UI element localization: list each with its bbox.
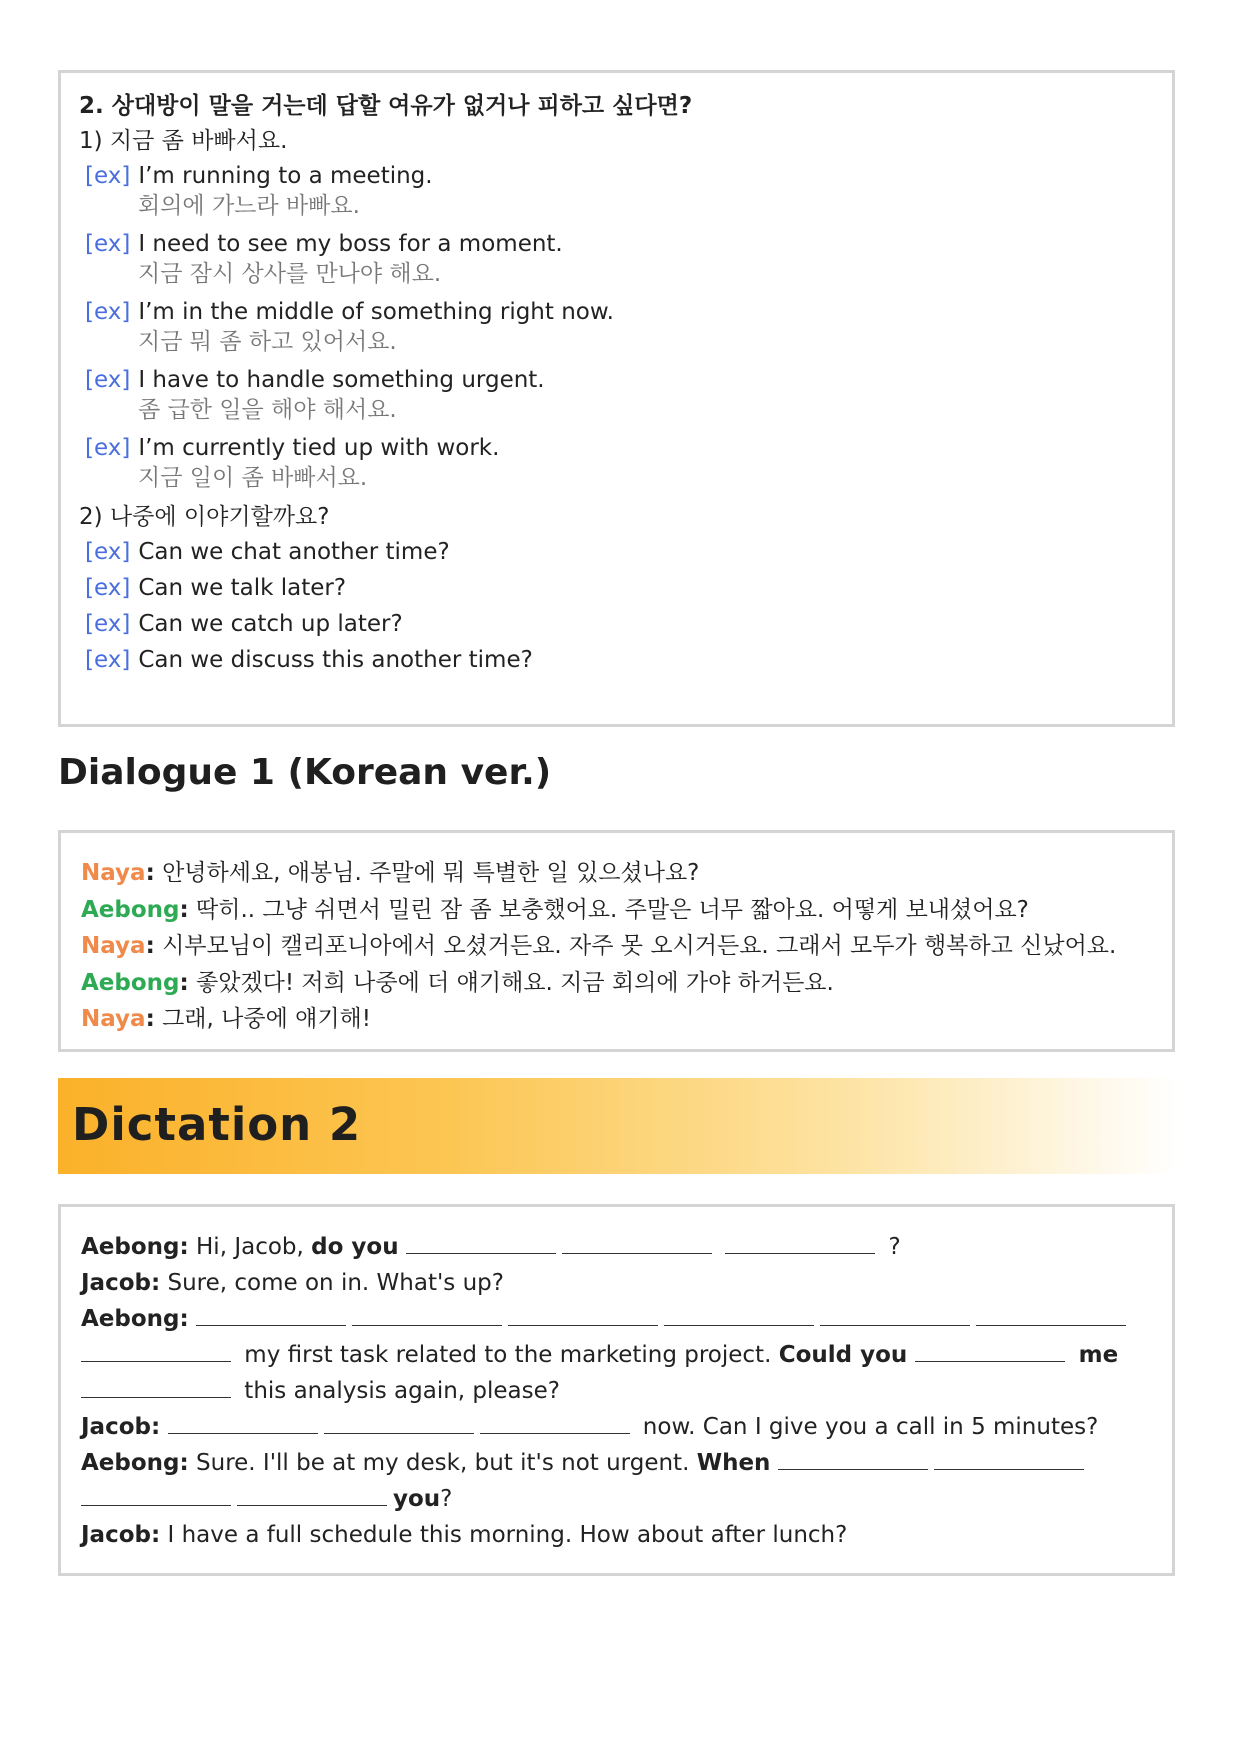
- example-en: I’m in the middle of something right now.: [138, 299, 614, 325]
- ex-tag: [ex]: [85, 299, 131, 325]
- example-en: Can we catch up later?: [138, 611, 403, 637]
- dialogue-text: 좋았겠다! 저희 나중에 더 얘기해요. 지금 회의에 가야 하거든요.: [188, 969, 834, 996]
- dictation-text: ?: [881, 1234, 901, 1260]
- dictation-banner: [58, 1078, 1178, 1174]
- dialogue-line: [81, 892, 1172, 929]
- example-line: [79, 365, 1172, 395]
- dialogue-text: 딱히.. 그냥 쉬면서 밀린 잠 좀 보충했어요. 주말은 너무 짧아요. 어떻게 보내셨어요?: [188, 896, 1029, 923]
- speaker-name: Jacob:: [81, 1270, 161, 1296]
- speaker-colon: :: [179, 896, 189, 923]
- dictation-line-4: [81, 1337, 1172, 1373]
- blank-field[interactable]: [196, 1305, 346, 1326]
- dictation-line-1: [81, 1229, 1172, 1265]
- dialogue-box: [58, 830, 1175, 1052]
- dictation-text: Hi, Jacob,: [188, 1234, 312, 1260]
- dialogue-text: 안녕하세요, 애봉님. 주말에 뭐 특별한 일 있으셨나요?: [154, 860, 700, 886]
- example-ko: 회의에 가느라 바빠요.: [138, 193, 360, 219]
- dictation-box: [58, 1204, 1175, 1576]
- ex-tag: [ex]: [85, 611, 131, 637]
- speaker-name: Naya: [81, 1006, 146, 1032]
- example-ko: 좀 급한 일을 해야 해서요.: [138, 397, 397, 423]
- dictation-text: ?: [440, 1486, 453, 1512]
- example-en: Can we discuss this another time?: [138, 647, 533, 673]
- speaker-colon: :: [145, 933, 155, 959]
- speaker-name: Aebong: [81, 969, 180, 996]
- example-line: [79, 573, 1172, 603]
- dialogue-line: [81, 965, 1172, 1002]
- dictation-line-5: [81, 1373, 1172, 1409]
- dictation-line-6: [81, 1409, 1172, 1445]
- blank-field[interactable]: [81, 1377, 231, 1398]
- dialogue-text: 그래, 나중에 얘기해!: [154, 1006, 371, 1032]
- dictation-text: my first task related to the marketing project.: [237, 1342, 779, 1368]
- blank-field[interactable]: [934, 1449, 1084, 1470]
- section-title: 2. 상대방이 말을 거는데 답할 여유가 없거나 피하고 싶다면?: [79, 93, 693, 119]
- speaker-colon: :: [145, 1006, 155, 1032]
- speaker-name: Aebong:: [81, 1306, 189, 1332]
- bold-cue: me: [1070, 1342, 1119, 1368]
- dictation-text: Sure. I'll be at my desk, but it's not urgent.: [188, 1450, 697, 1476]
- speaker-name: Jacob:: [81, 1522, 161, 1548]
- example-ko: 지금 뭐 좀 하고 있어서요.: [138, 329, 397, 355]
- bold-cue: Could you: [778, 1342, 908, 1368]
- blank-field[interactable]: [168, 1413, 318, 1434]
- dialogue-heading: Dialogue 1 (Korean ver.): [58, 752, 552, 793]
- ex-tag: [ex]: [85, 575, 131, 601]
- blank-field[interactable]: [976, 1305, 1126, 1326]
- ex-tag: [ex]: [85, 231, 131, 257]
- example-en: Can we chat another time?: [138, 539, 450, 565]
- ex-tag: [ex]: [85, 539, 131, 565]
- blank-field[interactable]: [664, 1305, 814, 1326]
- dialogue-line: [81, 1001, 1172, 1038]
- ex-tag: [ex]: [85, 163, 131, 189]
- bold-cue: do you: [311, 1234, 399, 1260]
- dictation-line-8: [81, 1481, 1172, 1517]
- bold-cue: you: [393, 1486, 441, 1512]
- speaker-name: Naya: [81, 933, 146, 959]
- dictation-heading: Dictation 2: [72, 1098, 362, 1151]
- example-line: [79, 645, 1172, 675]
- example-line: [79, 609, 1172, 639]
- dictation-text: I have a full schedule this morning. How about after lunch?: [160, 1522, 848, 1548]
- ex-tag: [ex]: [85, 647, 131, 673]
- speaker-colon: :: [145, 860, 155, 886]
- dialogue-line: [81, 928, 1172, 965]
- dictation-text: now. Can I give you a call in 5 minutes?: [635, 1414, 1099, 1440]
- dictation-text: this analysis again, please?: [237, 1378, 560, 1404]
- blank-field[interactable]: [915, 1341, 1065, 1362]
- blank-field[interactable]: [406, 1233, 556, 1254]
- speaker-name: Jacob:: [81, 1414, 161, 1440]
- blank-field[interactable]: [820, 1305, 970, 1326]
- example-en: I have to handle something urgent.: [138, 367, 545, 393]
- expressions-box: [58, 70, 1175, 727]
- ex-tag: [ex]: [85, 367, 131, 393]
- blank-field[interactable]: [562, 1233, 712, 1254]
- blank-field[interactable]: [237, 1485, 387, 1506]
- dictation-line-7: [81, 1445, 1172, 1481]
- example-en: I need to see my boss for a moment.: [138, 231, 563, 257]
- example-line: [79, 229, 1172, 259]
- dialogue-text: 시부모님이 캘리포니아에서 오셨거든요. 자주 못 오시거든요. 그래서 모두가 행복하고 신났어요.: [154, 933, 1117, 959]
- dictation-line-2: [81, 1265, 1172, 1301]
- blank-field[interactable]: [480, 1413, 630, 1434]
- blank-field[interactable]: [725, 1233, 875, 1254]
- dictation-line-3: [81, 1301, 1172, 1337]
- example-line: [79, 433, 1172, 463]
- speaker-name: Aebong:: [81, 1234, 189, 1260]
- subheading-2: 2) 나중에 이야기할까요?: [79, 504, 330, 530]
- example-en: I’m running to a meeting.: [138, 163, 433, 189]
- blank-field[interactable]: [778, 1449, 928, 1470]
- speaker-name: Naya: [81, 860, 146, 886]
- speaker-name: Aebong:: [81, 1450, 189, 1476]
- blank-field[interactable]: [324, 1413, 474, 1434]
- blank-field[interactable]: [352, 1305, 502, 1326]
- subheading-1: 1) 지금 좀 바빠서요.: [79, 128, 288, 154]
- example-line: [79, 537, 1172, 567]
- ex-tag: [ex]: [85, 435, 131, 461]
- bold-cue: When: [696, 1450, 771, 1476]
- example-line: [79, 161, 1172, 191]
- example-en: Can we talk later?: [138, 575, 347, 601]
- example-ko: 지금 일이 좀 바빠서요.: [138, 465, 368, 491]
- dialogue-line: [81, 855, 1172, 892]
- example-ko: 지금 잠시 상사를 만나야 해요.: [138, 261, 442, 287]
- dictation-text: Sure, come on in. What's up?: [160, 1270, 504, 1296]
- example-line: [79, 297, 1172, 327]
- blank-field[interactable]: [81, 1485, 231, 1506]
- dictation-line-9: [81, 1517, 1172, 1553]
- blank-field[interactable]: [508, 1305, 658, 1326]
- speaker-colon: :: [179, 969, 189, 996]
- speaker-name: Aebong: [81, 896, 180, 923]
- example-en: I’m currently tied up with work.: [138, 435, 500, 461]
- blank-field[interactable]: [81, 1341, 231, 1362]
